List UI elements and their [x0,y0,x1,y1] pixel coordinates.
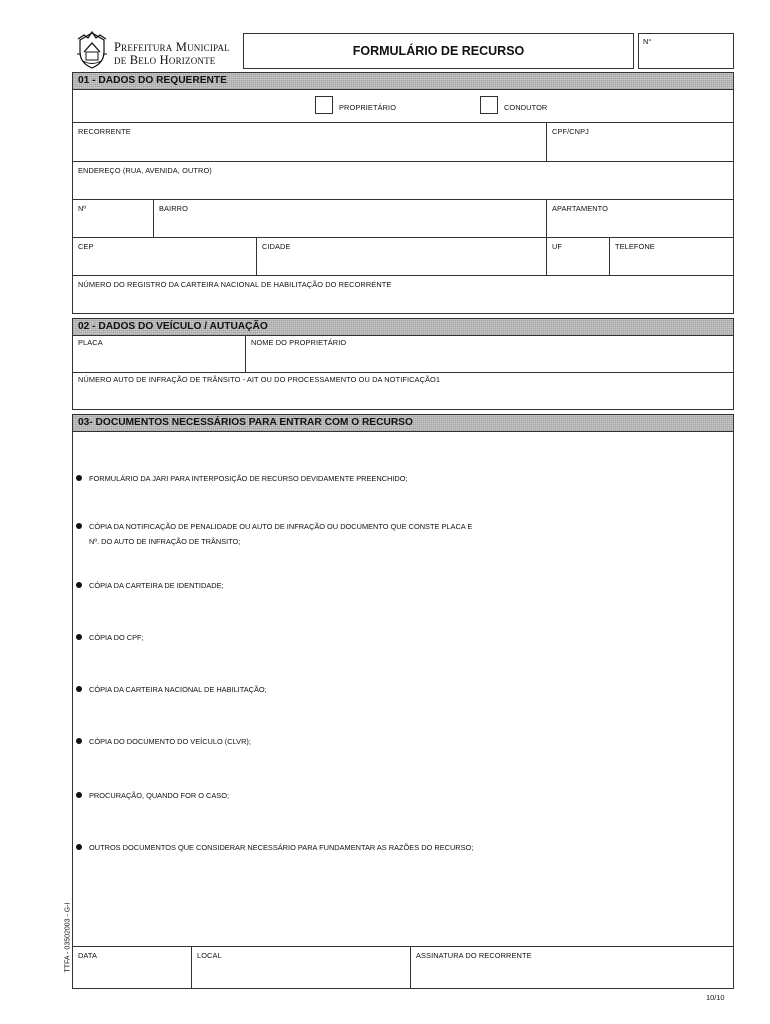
auto-infracao-field[interactable] [73,373,733,409]
doc-item: CÓPIA DO CPF; [89,633,144,642]
title-box [243,33,634,69]
doc-item: CÓPIA DA CARTEIRA NACIONAL DE HABILITAÇÃO; [89,685,267,694]
data-label: DATA [78,951,98,960]
telefone-label: TELEFONE [615,242,655,251]
cnh-label: NÚMERO DO REGISTRO DA CARTEIRA NACIONAL DE HABILITAÇÃO DO RECORRENTE [78,280,392,289]
section-01-title: 01 - DADOS DO REQUERENTE [78,75,227,86]
bullet-icon [76,738,82,744]
bairro-field[interactable] [154,200,545,236]
section-03-header [72,414,734,432]
page-code: 10/10 [706,993,725,1002]
form-number-field[interactable] [638,33,734,69]
bullet-icon [76,634,82,640]
cidade-field[interactable] [257,238,545,274]
org-name-line2: de Belo Horizonte [114,53,216,67]
section-03-title: 03- DOCUMENTOS NECESSÁRIOS PARA ENTRAR COM O RECURSO [78,417,413,428]
doc-item: CÓPIA DO DOCUMENTO DO VEÍCULO (CLVR); [89,737,251,746]
section-01-header [72,72,734,90]
cpf-cnpj-field[interactable] [547,123,733,160]
numero-label: Nº [78,204,87,213]
uf-label: UF [552,242,563,251]
proprietario-field[interactable] [246,336,733,371]
driver-checkbox[interactable] [480,96,498,114]
cpf-cnpj-label: CPF/CNPJ [552,127,589,136]
assinatura-field[interactable] [411,947,733,988]
telefone-field[interactable] [610,238,733,274]
bullet-icon [76,582,82,588]
bullet-icon [76,686,82,692]
owner-checkbox-label: PROPRIETÁRIO [339,103,397,112]
doc-item: PROCURAÇÃO, QUANDO FOR O CASO; [89,791,230,800]
placa-field[interactable] [73,336,244,371]
bullet-icon [76,844,82,850]
cnh-field[interactable] [73,276,733,313]
uf-field[interactable] [547,238,608,274]
local-field[interactable] [192,947,409,988]
driver-checkbox-label: CONDUTOR [504,103,548,112]
owner-checkbox[interactable] [315,96,333,114]
doc-item-continuation: Nº. DO AUTO DE INFRAÇÃO DE TRÂNSITO; [89,537,241,546]
cep-field[interactable] [73,238,255,274]
city-emblem-icon [74,30,110,70]
auto-infracao-label: NÚMERO AUTO DE INFRAÇÃO DE TRÂNSITO - AIT OU DO PROCESSAMENTO OU DA NOTIFICAÇÃO1 [78,375,441,384]
apartamento-field[interactable] [547,200,733,236]
placa-label: PLACA [78,338,103,347]
assinatura-label: ASSINATURA DO RECORRENTE [416,951,532,960]
doc-item: CÓPIA DA NOTIFICAÇÃO DE PENALIDADE OU AUTO DE INFRAÇÃO OU DOCUMENTO QUE CONSTE PLACA E [89,522,473,531]
cep-label: CEP [78,242,94,251]
bairro-label: BAIRRO [159,204,188,213]
bullet-icon [76,475,82,481]
proprietario-label: NOME DO PROPRIETÁRIO [251,338,347,347]
apartamento-label: APARTAMENTO [552,204,608,213]
cidade-label: CIDADE [262,242,291,251]
section-02-title: 02 - DADOS DO VEÍCULO / AUTUAÇÃO [78,321,268,332]
org-name-line1: Prefeitura Municipal [114,40,230,54]
doc-item: CÓPIA DA CARTEIRA DE IDENTIDADE; [89,581,224,590]
endereco-field[interactable] [73,162,733,198]
section-02-header [72,318,734,336]
form-title: FORMULÁRIO DE RECURSO [352,44,525,58]
bullet-icon [76,792,82,798]
data-field[interactable] [73,947,190,988]
doc-item: OUTROS DOCUMENTOS QUE CONSIDERAR NECESSÁRIO PARA FUNDAMENTAR AS RAZÕES DO RECURSO; [89,843,474,852]
doc-item: FORMULÁRIO DA JARI PARA INTERPOSIÇÃO DE RECURSO DEVIDAMENTE PREENCHIDO; [89,474,408,483]
form-code-vertical: TTFA - 03502003 - G-I [64,902,72,973]
local-label: LOCAL [197,951,222,960]
recorrente-field[interactable] [73,123,545,160]
recorrente-label: RECORRENTE [78,127,131,136]
section-03-body [72,431,734,989]
bullet-icon [76,523,82,529]
logo [72,30,232,72]
numero-field[interactable] [73,200,152,236]
endereco-label: ENDEREÇO (RUA, AVENIDA, OUTRO) [78,166,212,175]
form-number-label: N° [643,37,652,46]
